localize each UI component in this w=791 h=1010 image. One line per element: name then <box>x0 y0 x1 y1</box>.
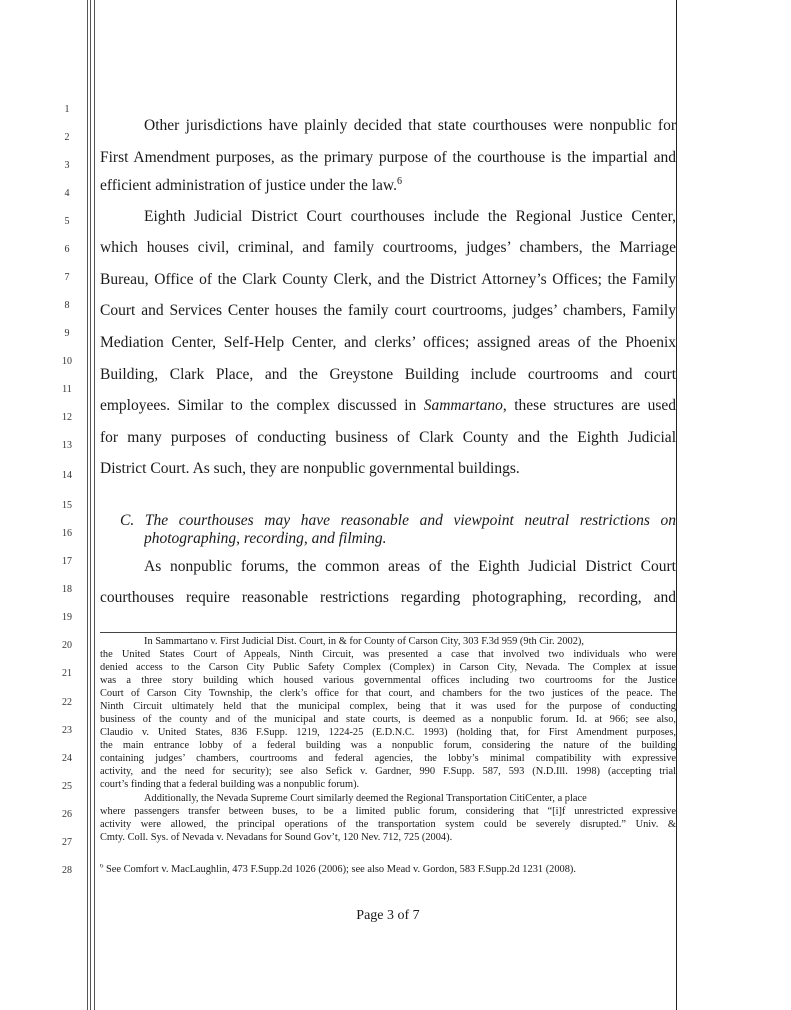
line-number: 5 <box>64 216 70 227</box>
line-number: 28 <box>62 865 72 876</box>
body-text: efficient administration of justice under the law. <box>100 177 397 194</box>
right-margin-line <box>676 0 677 1010</box>
left-margin-line-3 <box>94 0 95 1010</box>
line-number: 21 <box>62 668 72 679</box>
line-number: 3 <box>64 160 70 171</box>
line-number: 23 <box>62 725 72 736</box>
footnote-line: business of the county and of the municipal and state courts, is deemed as a nonpublic forum. Id. at 966; see also, <box>100 714 676 725</box>
body-text: , these structures are used <box>502 397 676 414</box>
body-line: District Court. As such, they are nonpublic governmental buildings. <box>100 460 520 477</box>
footnote-line: activity were allowed, the principal operations of the transportation system could be severely disrupted.” Univ. & <box>100 819 676 830</box>
line-number: 18 <box>62 584 72 595</box>
line-number: 7 <box>64 272 70 283</box>
body-line: Court and Services Center houses the family court courtrooms, judges’ chambers, Family <box>100 302 676 319</box>
line-number: 17 <box>62 556 72 567</box>
footnote-line: where passengers transfer between buses, to be a limited public forum, considering that “[i]f unrestricted expressive <box>100 806 676 817</box>
body-line <box>100 177 676 195</box>
body-line: which houses civil, criminal, and family courtrooms, judges’ chambers, the Marriage <box>100 239 676 256</box>
footnote-line: was a three story building which housed various governmental offices including two courtrooms for the Justice <box>100 675 676 686</box>
line-number: 13 <box>62 440 72 451</box>
page-number-footer: Page 3 of 7 <box>356 908 420 923</box>
line-number: 11 <box>62 384 72 395</box>
body-line: for many purposes of conducting business of Clark County and the Eighth Judicial <box>100 429 676 446</box>
footnote-ref-6: 6 <box>397 177 403 187</box>
line-number: 16 <box>62 528 72 539</box>
footnote-line: activity, and the need for security); see also Sefick v. Gardner, 990 F.Supp. 587, 593 (N.D.Ill. 1998) (accepting trial <box>100 766 676 777</box>
line-number: 4 <box>64 188 70 199</box>
footnote-separator <box>100 632 676 633</box>
body-line: Building, Clark Place, and the Greystone Building include courtrooms and court <box>100 366 676 383</box>
line-number: 24 <box>62 753 72 764</box>
body-line: Mediation Center, Self-Help Center, and clerks’ offices; assigned areas of the Phoenix <box>100 334 676 351</box>
body-line: First Amendment purposes, as the primary purpose of the courthouse is the impartial and <box>100 149 676 166</box>
body-line: Eighth Judicial District Court courthouses include the Regional Justice Center, <box>144 208 676 225</box>
footnote-line: Court of Carson City Township, the clerk’s office for that court, and chambers for the two justices of the peace. The <box>100 688 676 699</box>
body-line <box>100 397 676 415</box>
body-line: Other jurisdictions have plainly decided that state courthouses were nonpublic for <box>144 117 676 134</box>
line-number: 6 <box>64 244 70 255</box>
body-text: employees. Similar to the complex discussed in <box>100 397 417 414</box>
line-number: 27 <box>62 837 72 848</box>
line-number: 2 <box>64 132 70 143</box>
line-number: 26 <box>62 809 72 820</box>
footnote-line: containing judges’ chambers, courtrooms and federal agencies, the lobby’s minimal compatibility with expressive <box>100 753 676 764</box>
footnote-line: denied access to the Carson City Public Safety Complex (Complex) in Carson City, Nevada. The Complex at issue <box>100 662 676 673</box>
line-number: 10 <box>62 356 72 367</box>
body-line: Bureau, Office of the Clark County Clerk, and the District Attorney’s Offices; the Family <box>100 271 676 288</box>
heading-line: photographing, recording, and filming. <box>144 530 387 547</box>
footnote-line: In Sammartano v. First Judicial Dist. Court, in & for County of Carson City, 303 F.3d 959 (9th Cir. 2002), <box>144 636 584 647</box>
footnote-text: See Comfort v. MacLaughlin, 473 F.Supp.2d 1026 (2006); see also Mead v. Gordon, 583 F.Supp.2d 1231 (2008). <box>105 864 576 875</box>
footnote-line: court’s finding that a federal building was a nonpublic forum). <box>100 779 360 790</box>
footnote-6-line <box>100 864 676 876</box>
footnote-line: the main entrance lobby of a federal building was a nonpublic forum, considering the nature of the building <box>100 740 676 751</box>
left-margin-line-2 <box>90 0 91 1010</box>
line-number: 12 <box>62 412 72 423</box>
body-line: As nonpublic forums, the common areas of the Eighth Judicial District Court <box>144 558 676 575</box>
line-number: 9 <box>64 328 70 339</box>
line-number: 8 <box>64 300 70 311</box>
left-margin-line-1 <box>87 0 88 1010</box>
footnote-line: Ninth Circuit ultimately held that the municipal complex, being that it was used for the purpose of conducting <box>100 701 676 712</box>
footnote-line: Claudio v. United States, 836 F.Supp. 1219, 1224-25 (E.D.N.C. 1993) (holding that, for First Amendment purposes, <box>100 727 676 738</box>
body-line: courthouses require reasonable restrictions regarding photographing, recording, and <box>100 589 676 606</box>
footnote-line: Additionally, the Nevada Supreme Court similarly deemed the Regional Transportation CitiCenter, a place <box>144 793 587 804</box>
line-number: 19 <box>62 612 72 623</box>
footnote-marker-6: 6 <box>100 864 104 870</box>
footnote-line: Cmty. Coll. Sys. of Nevada v. Nevadans for Sound Gov’t, 120 Nev. 712, 725 (2004). <box>100 832 453 843</box>
line-number: 15 <box>62 500 72 511</box>
case-name-italic: Sammartano <box>423 397 503 414</box>
heading-line: C. The courthouses may have reasonable and viewpoint neutral restrictions on <box>120 512 676 529</box>
line-number: 14 <box>62 470 72 481</box>
footnote-line: the United States Court of Appeals, Ninth Circuit, was presented a case that involved two individuals who were <box>100 649 676 660</box>
line-number: 20 <box>62 640 72 651</box>
line-number: 25 <box>62 781 72 792</box>
line-number: 22 <box>62 697 72 708</box>
line-number: 1 <box>64 104 70 115</box>
